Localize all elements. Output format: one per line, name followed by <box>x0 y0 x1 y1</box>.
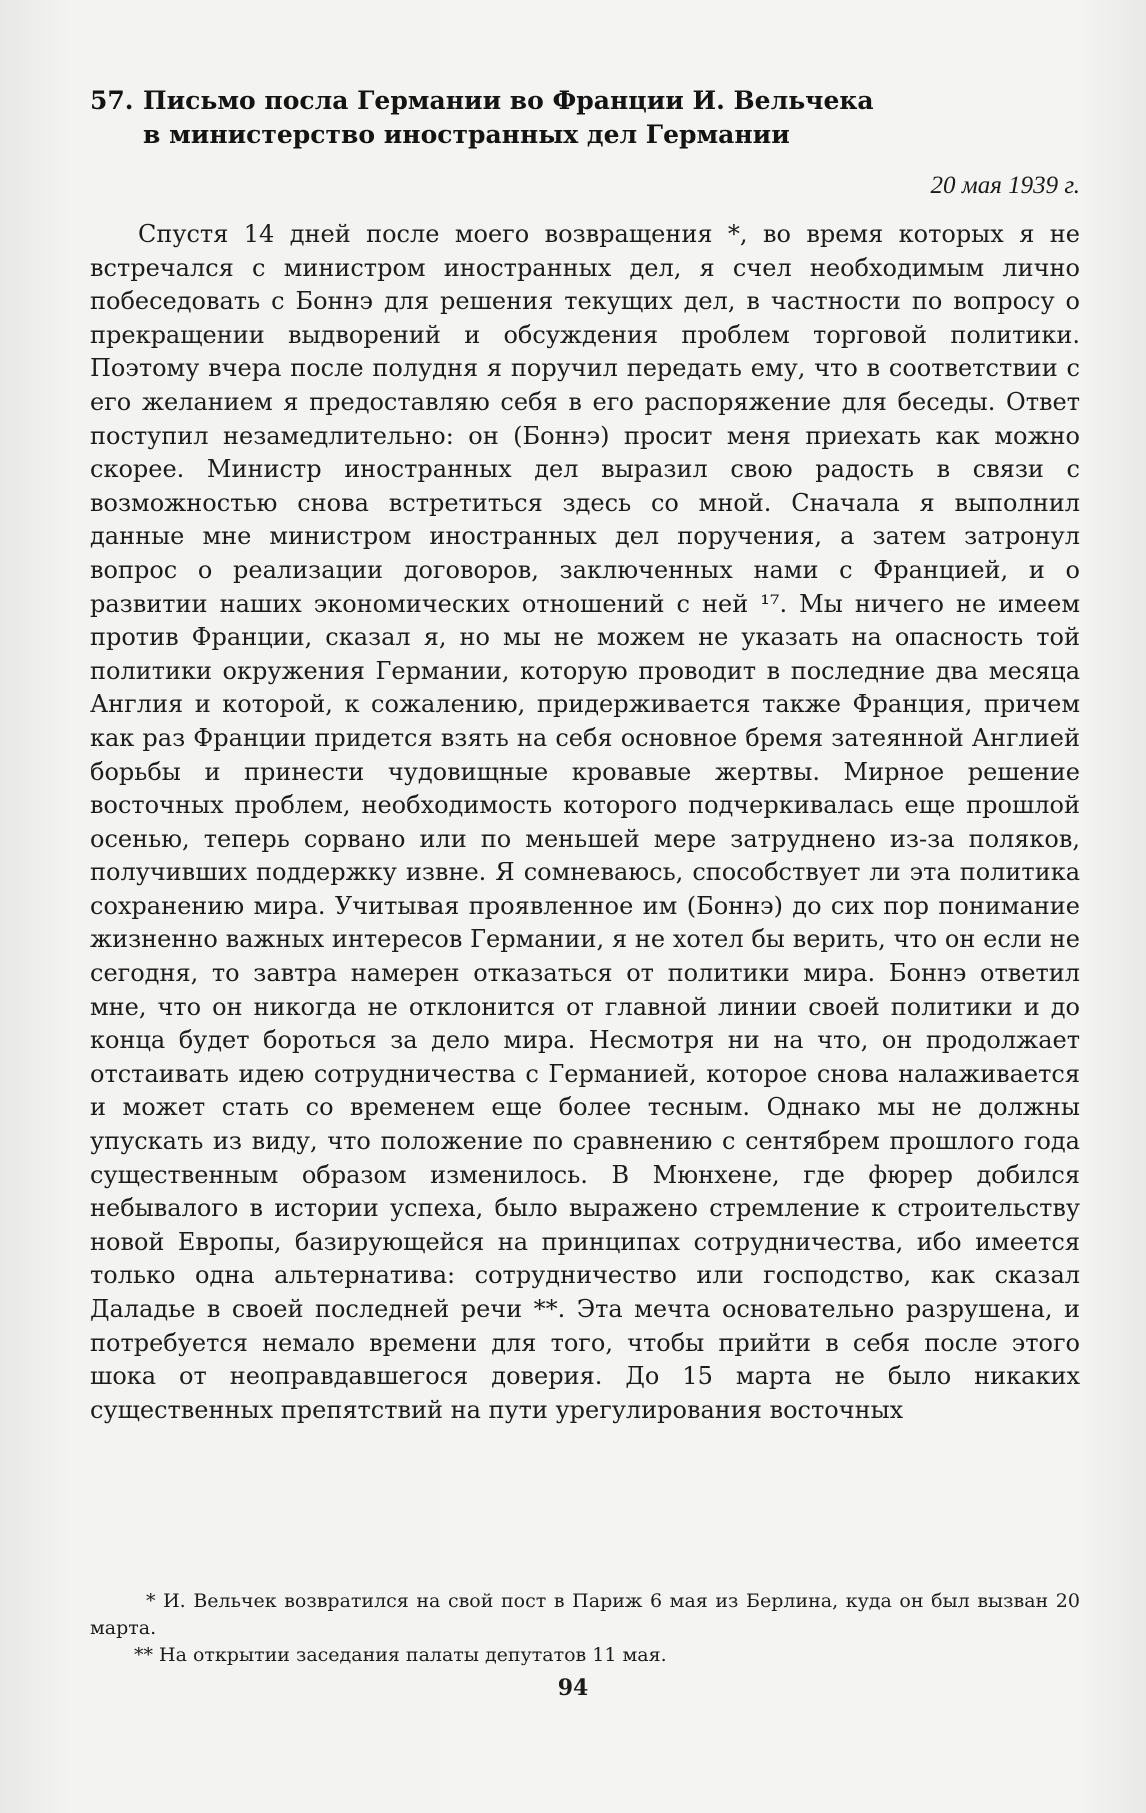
body-paragraph: Спустя 14 дней после моего возвращения *, во время которых я не встречался с министром иностранных дел, я счел необходимым лично побеседовать с Боннэ для решения текущих дел, в частности по вопросу о прекращении выдворений и обсуждения проблем торговой политики. Поэтому вчера после полудня я поручил передать ему, что в соответствии с его желанием я предоставляю себя в его распоряжение для беседы. Ответ поступил незамедлительно: он (Боннэ) просит меня приехать как можно скорее. Министр иностранных дел выразил свою радость в связи с возможностью снова встретиться здесь со мной. Сначала я выполнил данные мне министром иностранных дел поручения, а затем затронул вопрос о реализации договоров, заключенных нами с Францией, и о развитии наших экономических отношений с ней ¹⁷. Мы ничего не имеем против Франции, сказал я, но мы не можем не указать на опасность той политики окружения Германии, которую проводит в последние два месяца Англия и которой, к сожалению, придерживается также Франция, причем как раз Франции придется взять на себя основное бремя затеянной Англией борьбы и принести чудовищные кровавые жертвы. Мирное решение восточных проблем, необходимость которого подчеркивалась еще прошлой осенью, теперь сорвано или по меньшей мере затруднено из-за поляков, получивших поддержку извне. Я сомневаюсь, способствует ли эта политика сохранению мира. Учитывая проявленное им (Боннэ) до сих пор понимание жизненно важных интересов Германии, я не хотел бы верить, что он если не сегодня, то завтра намерен отказаться от политики мира. Боннэ ответил мне, что он никогда не отклонится от главной линии своей политики и до конца будет бороться за дело мира. Несмотря ни на что, он продолжает отстаивать идею сотрудничества с Германией, которое снова налаживается и может стать со временем еще более тесным. Однако мы не должны упускать из виду, что положение по сравнению с сентябрем прошлого года существенным образом изменилось. В Мюнхене, где фюрер добился небывалого в истории успеха, было выражено стремление к строительству новой Европы, базирующейся на принципах сотрудничества, ибо имеется только одна альтернатива: сотрудничество или господство, как сказал Даладье в своей последней речи **. Эта мечта основательно разрушена, и потребуется немало времени для того, чтобы прийти в себя после этого шока от неоправдавшегося доверия. До 15 марта не было никаких существенных препятствий на пути урегулирования восточных <box>90 220 1080 1424</box>
footnotes <box>90 1588 1080 1669</box>
footnote-1: * И. Вельчек возвратился на свой пост в Париж 6 мая из Берлина, куда он был вызван 20 марта. <box>90 1590 1080 1639</box>
page-number: 94 <box>557 1675 589 1701</box>
title-line-1: Письмо посла Германии во Франции И. Вельчека <box>143 86 874 115</box>
document-number: 57. <box>90 86 134 115</box>
document-date: 20 мая 1939 г. <box>930 172 1080 199</box>
letter-body <box>90 218 1080 1427</box>
footnote-2: ** На открытии заседания палаты депутатов 11 мая. <box>134 1644 667 1666</box>
document-title <box>90 84 1080 152</box>
title-line-2: в министерство иностранных дел Германии <box>143 120 790 149</box>
